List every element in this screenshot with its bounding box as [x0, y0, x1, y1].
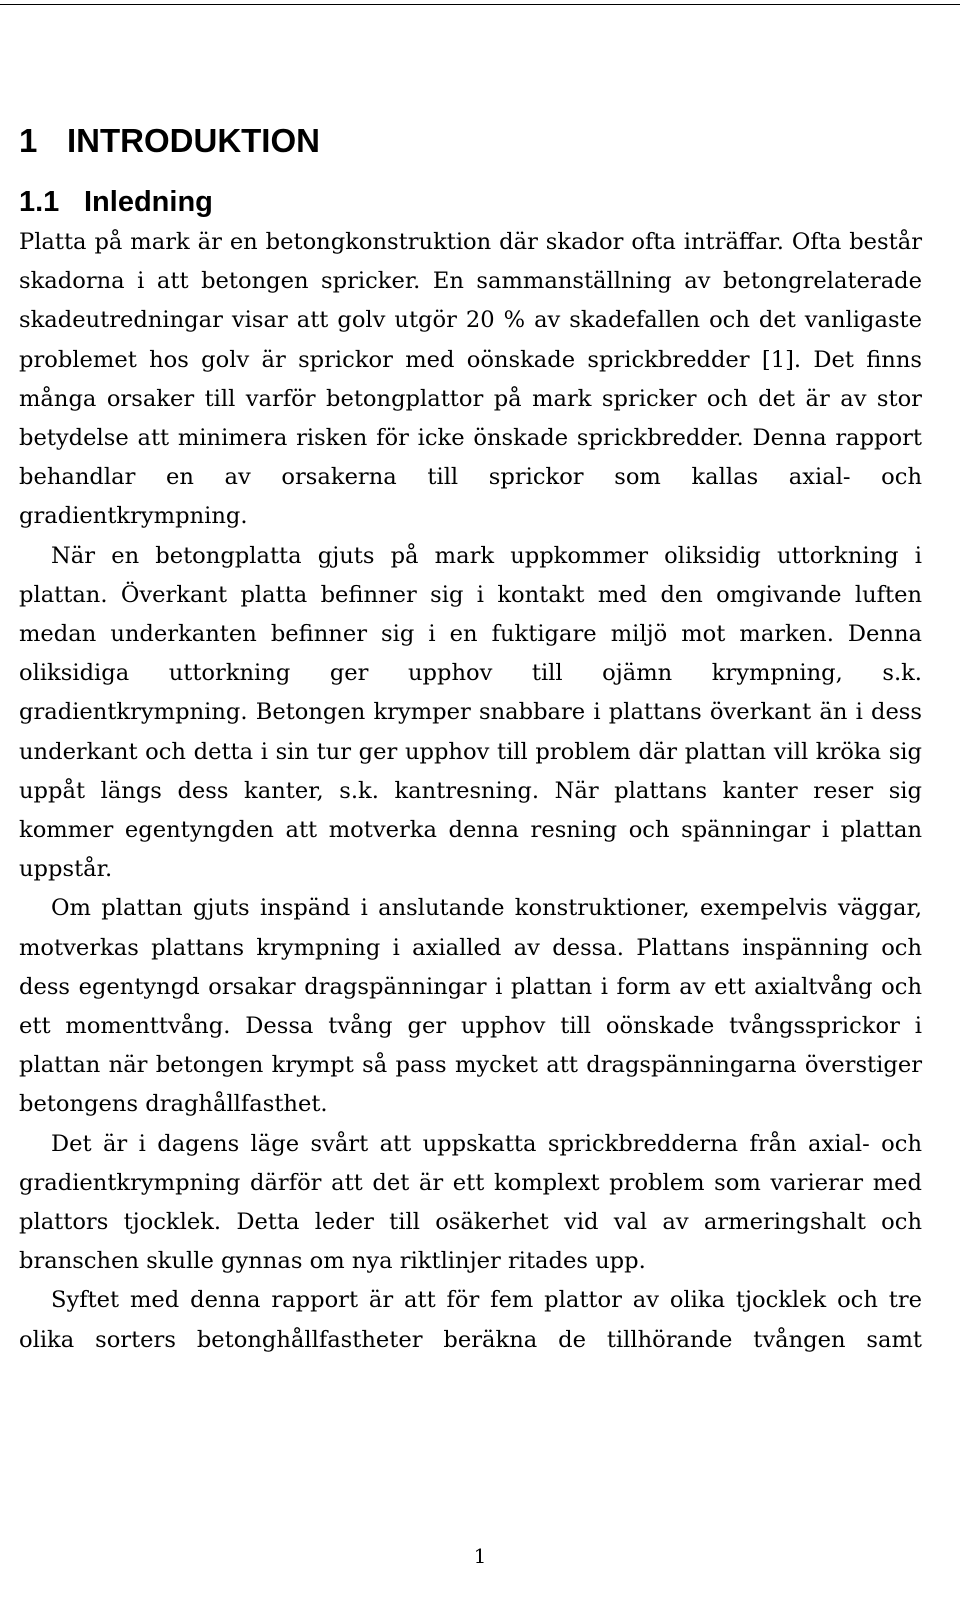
page-content — [19, 118, 922, 1360]
chapter-title: INTRODUKTION — [67, 122, 320, 159]
paragraph-3: Om plattan gjuts inspänd i anslutande konstruktioner, exempelvis väggar, motverkas plattans krympning i axialled av dessa. Plattans inspänning och dess egentyngd orsakar dragspänningar i plattan i form av ett axialtvång och ett momenttvång. Dessa tvång ger upphov till oönskade tvångssprickor i plattan när betongen krympt så pass mycket att dragspänningarna överstiger betongens draghållfasthet. — [19, 895, 922, 1118]
page-number: 1 — [473, 1544, 487, 1568]
header-rule — [0, 4, 960, 5]
paragraph-2: När en betongplatta gjuts på mark uppkommer oliksidig uttorkning i plattan. Överkant platta befinner sig i kontakt med den omgivande luften medan underkanten befinner sig i en fuktigare miljö mot marken. Denna oliksidiga uttorkning ger upphov till ojämn krympning, s.k. gradientkrympning. Betongen krymper snabbare i plattans överkant än i dess underkant och detta i sin tur ger upphov till problem där plattan vill kröka sig uppåt längs dess kanter, s.k. kantresning. När plattans kanter reser sig kommer egentyngden att motverka denna resning och spänningar i plattan uppstår. — [19, 542, 922, 883]
paragraph-5: Syftet med denna rapport är att för fem plattor av olika tjocklek och tre olika sorters betonghållfastheter beräkna de tillhörande tvången samt — [19, 1287, 922, 1353]
section-title: Inledning — [84, 186, 213, 218]
section-number: 1.1 — [19, 186, 60, 218]
paragraph-1: Platta på mark är en betongkonstruktion där skador ofta inträffar. Ofta består skadorna i att betongen spricker. En sammanställning av betongrelaterade skadeutredningar visar att golv utgör 20 % av skadefallen och det vanligaste problemet hos golv är sprickor med oönskade sprickbredder [1]. Det finns många orsaker till varför betongplattor på mark spricker och det är av stor betydelse att minimera risken för icke önskade sprickbredder. Denna rapport behandlar en av orsakerna till sprickor som kallas axial- och gradientkrympning. — [19, 229, 922, 530]
section-heading — [19, 183, 922, 221]
chapter-heading — [19, 118, 922, 164]
paragraph-4: Det är i dagens läge svårt att uppskatta sprickbredderna från axial- och gradientkrympning därför att det är ett komplext problem som varierar med plattors tjocklek. Detta leder till osäkerhet vid val av armeringshalt och branschen skulle gynnas om nya riktlinjer ritades upp. — [19, 1130, 922, 1275]
chapter-number: 1 — [19, 122, 38, 159]
